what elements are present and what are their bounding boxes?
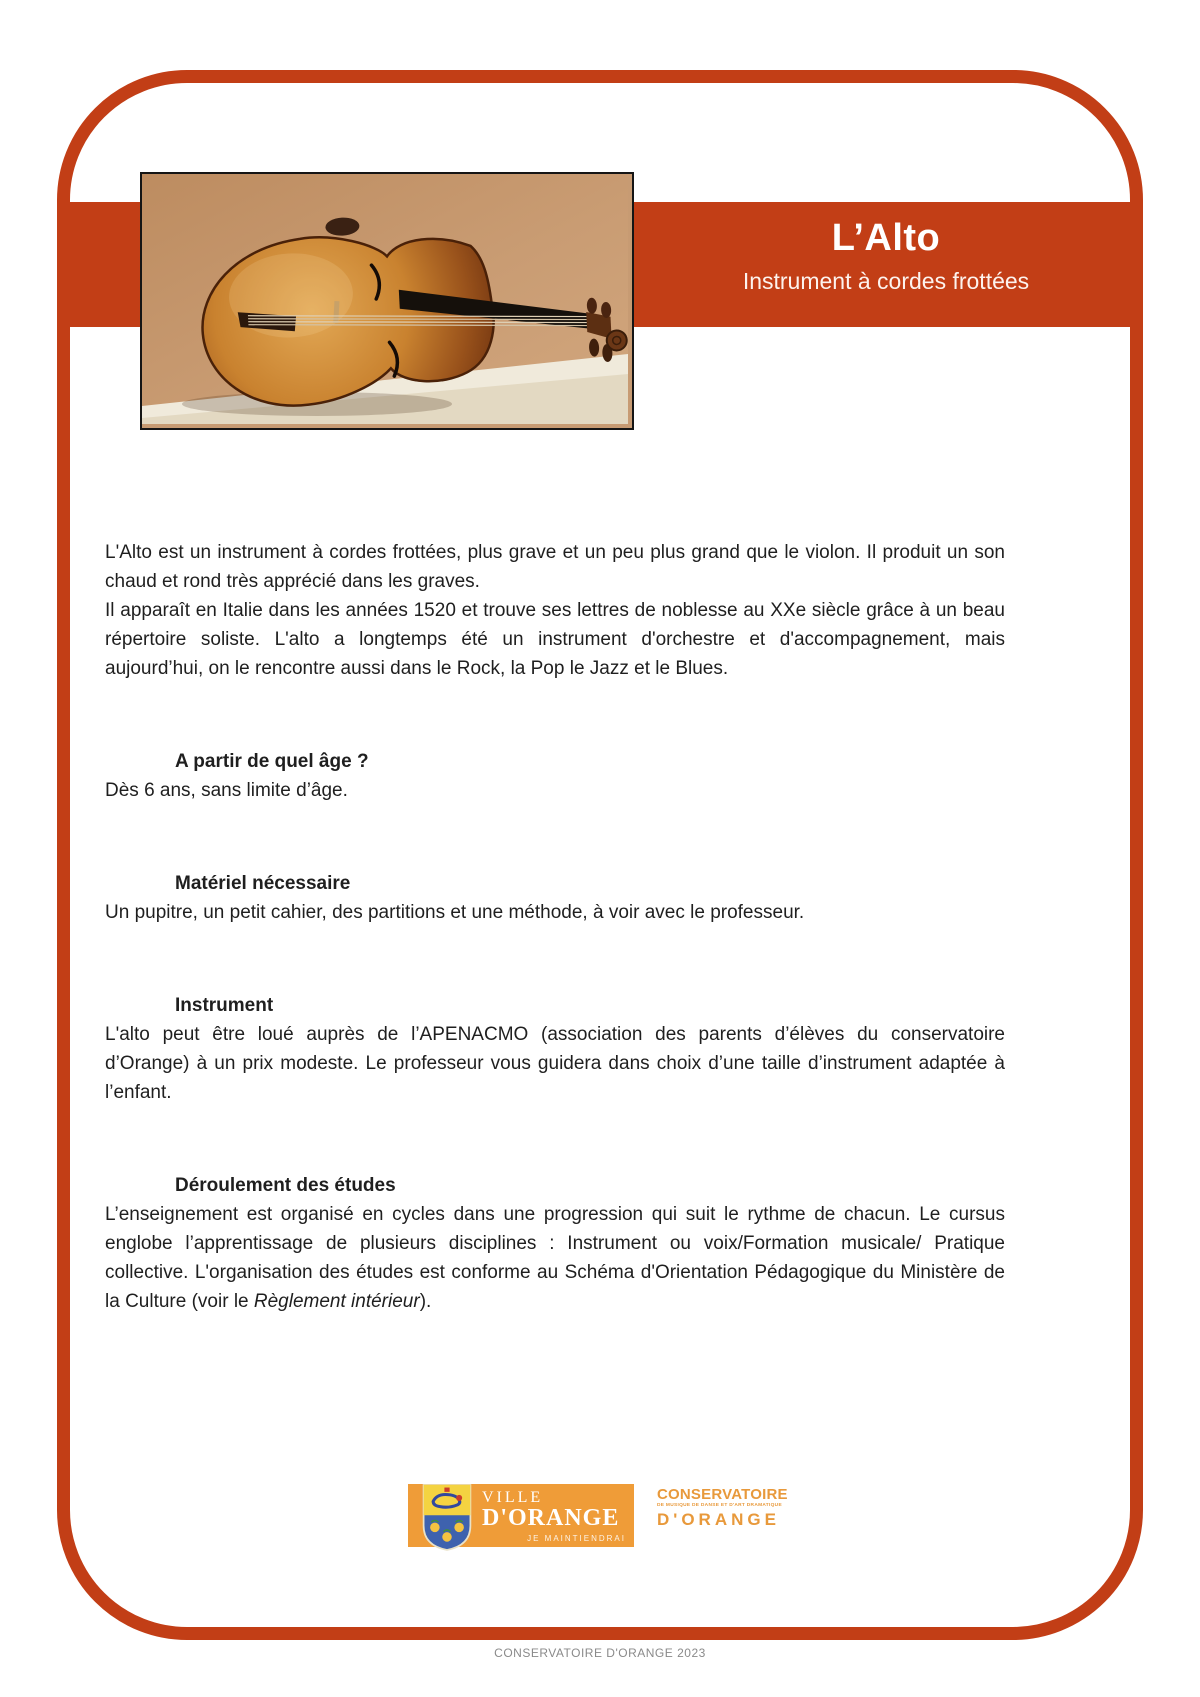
section-heading-instrument: Instrument (175, 995, 274, 1016)
viola-photo (140, 172, 634, 430)
deroulement-italic-reference: Règlement intérieur (253, 1291, 420, 1312)
orange-coat-of-arms-icon (421, 1481, 473, 1553)
conservatoire-logo-line3: D'ORANGE (657, 1510, 780, 1529)
body-content (105, 538, 1005, 1316)
footer-credit: CONSERVATOIRE D'ORANGE 2023 (494, 1646, 706, 1660)
conservatoire-logo (657, 1486, 788, 1530)
ville-orange-logo (408, 1484, 634, 1547)
ville-logo-line2: D'ORANGE (482, 1505, 620, 1531)
section-heading-materiel: Matériel nécessaire (175, 873, 351, 894)
section-body-deroulement (105, 1200, 1005, 1316)
deroulement-text: L’enseignement est organisé en cycles dans une progression qui suit le rythme de chacun. Le cursus englobe l’apprentissage de plusieurs disciplines : Instrument ou voix/Formation musicale/ Pratique collective. L'organisation des études est conforme au Schéma d'Orientation Pédagogique du Ministère de la Culture (voir le (105, 1204, 1005, 1312)
deroulement-text-end: ). (419, 1291, 432, 1312)
page-subtitle: Instrument à cordes frottées (742, 268, 1030, 294)
section-body-materiel: Un pupitre, un petit cahier, des partitions et une méthode, à voir avec le professeur. (105, 902, 805, 923)
section-heading-deroulement: Déroulement des études (175, 1175, 396, 1196)
section-body-age: Dès 6 ans, sans limite d’âge. (105, 780, 348, 801)
conservatoire-logo-line2: DE MUSIQUE DE DANSE ET D'ART DRAMATIQUE (657, 1503, 782, 1508)
ville-logo-text (482, 1489, 626, 1543)
intro-paragraph-1: L'Alto est un instrument à cordes frottées, plus grave et un peu plus grand que le violon. Il produit un son chaud et rond très apprécié dans les graves. (105, 542, 1005, 592)
ville-logo-line1: VILLE (482, 1489, 544, 1506)
viola-illustration (142, 174, 628, 424)
ville-logo-motto: JE MAINTIENDRAI (527, 1534, 626, 1543)
section-heading-age: A partir de quel âge ? (175, 751, 369, 772)
section-body-instrument: L'alto peut être loué auprès de l’APENACMO (association des parents d’élèves du conservatoire d’Orange) à un prix modeste. Le professeur vous guidera dans choix d’une taille d’instrument adaptée à l’enfant. (105, 1024, 1005, 1103)
banner-text-block (640, 216, 1132, 296)
viola-scroll (606, 330, 627, 351)
intro-paragraph-2: Il apparaît en Italie dans les années 1520 et trouve ses lettres de noblesse au XXe siècle grâce à un beau répertoire soliste. L'alto a longtemps été un instrument d'orchestre et d'accompagnement, mais aujourd’hui, on le rencontre aussi dans le Rock, la Pop le Jazz et le Blues. (105, 600, 1005, 679)
conservatoire-logo-line1: CONSERVATOIRE (657, 1486, 788, 1503)
page-title: L’Alto (831, 217, 941, 259)
